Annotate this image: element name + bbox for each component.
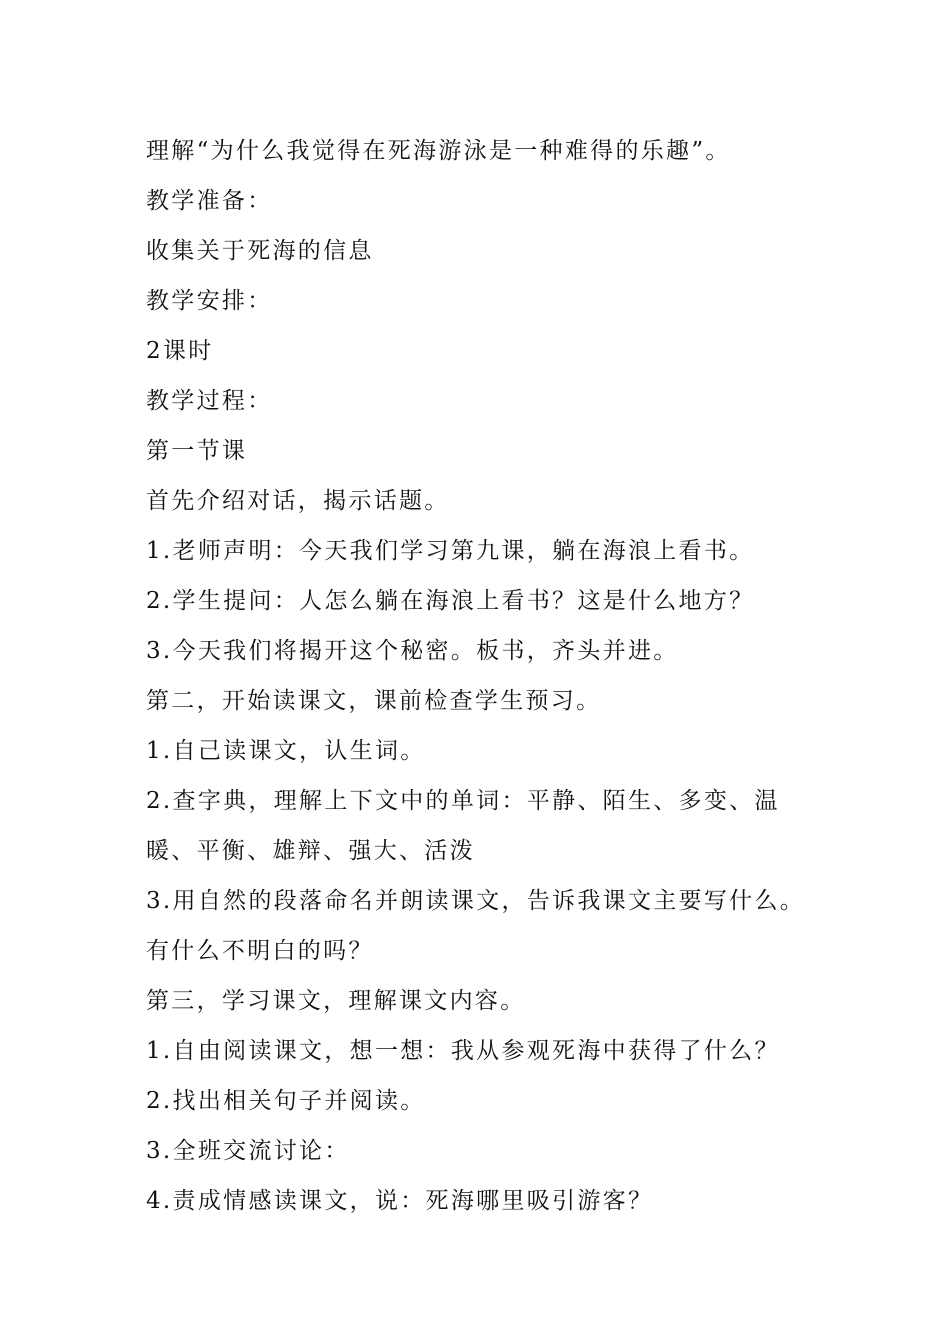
text-line: 第一节课 (146, 438, 248, 464)
list-item: 2.学生提问：人怎么躺在海浪上看书？这是什么地方？ (146, 588, 755, 614)
text-line: 2课时 (146, 338, 214, 364)
section-heading: 教学准备： (146, 188, 273, 214)
text-line: 收集关于死海的信息 (146, 238, 374, 264)
text-line: 首先介绍对话，揭示话题。 (146, 488, 450, 514)
list-item: 2.找出相关句子并阅读。 (146, 1088, 426, 1114)
list-item: 2.查字典，理解上下文中的单词：平静、陌生、多变、温 (146, 788, 780, 814)
text-line: 第二，开始读课文，课前检查学生预习。 (146, 688, 602, 714)
list-item: 1.老师声明：今天我们学习第九课，躺在海浪上看书。 (146, 538, 755, 564)
list-item: 1.自由阅读课文，想一想：我从参观死海中获得了什么？ (146, 1038, 780, 1064)
section-heading: 教学过程： (146, 388, 273, 414)
text-line: 第三，学习课文，理解课文内容。 (146, 988, 526, 1014)
list-item: 4.责成情感读课文，说：死海哪里吸引游客？ (146, 1188, 654, 1214)
list-item: 3.用自然的段落命名并朗读课文，告诉我课文主要写什么。 (146, 888, 806, 914)
list-item: 3.全班交流讨论： (146, 1138, 350, 1164)
list-item: 3.今天我们将揭开这个秘密。板书，齐头并进。 (146, 638, 679, 664)
section-heading: 教学安排： (146, 288, 273, 314)
list-item-continuation: 有什么不明白的吗？ (146, 938, 374, 964)
list-item: 1.自己读课文，认生词。 (146, 738, 426, 764)
text-line: 理解“为什么我觉得在死海游泳是一种难得的乐趣”。 (146, 138, 731, 164)
list-item-continuation: 暖、平衡、雄辩、强大、活泼 (146, 838, 475, 864)
